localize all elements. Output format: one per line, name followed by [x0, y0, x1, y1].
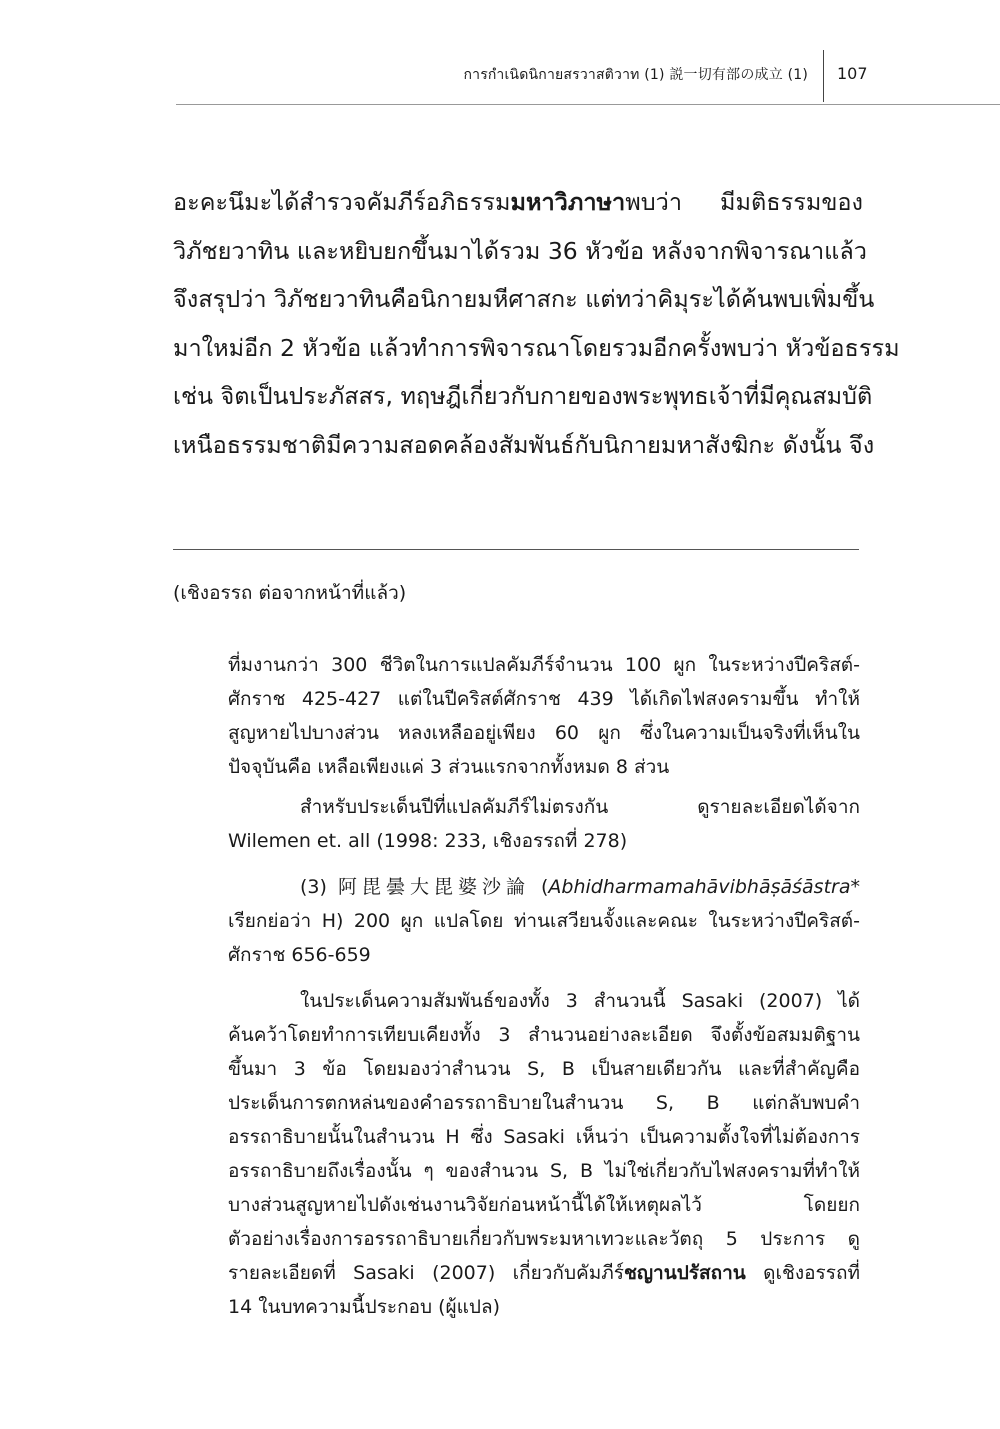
footnote-text-italic: Abhidharmamahāvibhāṣāśāstra*	[548, 876, 860, 898]
header-divider	[823, 50, 824, 102]
footnote-line: ศักราช 425-427 แต่ในปีคริสต์ศักราช 439 ได้เกิดไฟสงครามขึ้น ทำให้	[228, 688, 860, 710]
footnote-line: ค้นคว้าโดยทำการเทียบเคียงทั้ง 3 สำนวนอย่างละเอียด จึงตั้งข้อสมมติฐาน	[228, 1024, 860, 1046]
footnote-paragraph-3	[228, 870, 860, 972]
footnote-line: ในประเด็นความสัมพันธ์ของทั้ง 3 สำนวนนี้ Sasaki (2007) ได้	[300, 990, 860, 1012]
main-line: วิภัชยวาทิน และหยิบยกขึ้นมาได้รวม 36 หัวข้อ หลังจากพิจารณาแล้ว	[173, 236, 867, 265]
main-line: จึงสรุปว่า วิภัชยวาทินคือนิกายมหีศาสกะ แต่ทว่าคิมุระได้ค้นพบเพิ่มขึ้น	[173, 285, 875, 313]
footnote-paragraph-2	[228, 790, 860, 858]
footnote-line: ประเด็นการตกหล่นของคำอรรถาธิบายในสำนวน S, B แต่กลับพบคำ	[228, 1092, 860, 1114]
footnote-line	[228, 1256, 860, 1290]
footnote-line: เรียกย่อว่า H) 200 ผูก แปลโดย ท่านเสวียนจั้งและคณะ ในระหว่างปีคริสต์-	[228, 910, 860, 932]
page-number: 107	[837, 64, 868, 83]
footnote-text-run: ดูเชิงอรรถที่	[745, 1262, 860, 1284]
running-header	[0, 62, 1000, 92]
footnote-text-run: (3) 阿毘曇大毘婆沙論 (	[300, 876, 549, 898]
footnote-line: ศักราช 656-659	[228, 944, 371, 966]
running-title: การกำเนิดนิกายสรวาสติวาท (1) 説一切有部の成立 (1)	[463, 67, 808, 83]
footnote-line: ปัจจุบันคือ เหลือเพียงแค่ 3 ส่วนแรกจากทั้งหมด 8 ส่วน	[228, 756, 670, 778]
footnote-paragraph-4	[228, 984, 860, 1324]
main-text-run: พบว่า มีมติธรรมของ	[625, 188, 863, 216]
footnote-rule	[173, 549, 859, 550]
footnote-text-bold: ชญานปรัสถาน	[623, 1262, 746, 1284]
header-rule	[176, 104, 1000, 105]
main-text-bold: มหาวิภาษา	[510, 188, 626, 216]
footnote-line: Wilemen et. all (1998: 233, เชิงอรรถที่ 278)	[228, 830, 628, 852]
main-paragraph	[173, 178, 900, 469]
footnote-line: อรรถาธิบายถึงเรื่องนั้น ๆ ของสำนวน S, B ไม่ใช่เกี่ยวกับไฟสงครามที่ทำให้	[228, 1160, 860, 1182]
footnote-line: บางส่วนสูญหายไปดังเช่นงานวิจัยก่อนหน้านี้ได้ให้เหตุผลไว้ โดยยก	[228, 1194, 860, 1216]
main-line: มาใหม่อีก 2 หัวข้อ แล้วทำการพิจารณาโดยรวมอีกครั้งพบว่า หัวข้อธรรม	[173, 333, 900, 362]
footnote-line: ตัวอย่างเรื่องการอรรถาธิบายเกี่ยวกับพระมหาเทวะและวัตถุ 5 ประการ ดู	[228, 1228, 860, 1250]
footnote-line: อรรถาธิบายนั้นในสำนวน H ซึ่ง Sasaki เห็นว่า เป็นความตั้งใจที่ไม่ต้องการ	[228, 1126, 860, 1148]
footnote-line	[228, 870, 860, 904]
main-line	[173, 178, 863, 227]
main-text-run: อะคะนึมะได้สำรวจคัมภีร์อภิธรรม	[173, 188, 511, 216]
footnote-line: สูญหายไปบางส่วน หลงเหลืออยู่เพียง 60 ผูก ซึ่งในความเป็นจริงที่เห็นใน	[228, 722, 860, 744]
footnote-paragraph-1	[228, 648, 860, 784]
footnote-line: ขึ้นมา 3 ข้อ โดยมองว่าสำนวน S, B เป็นสายเดียวกัน และที่สำคัญคือ	[228, 1058, 860, 1080]
main-line: เช่น จิตเป็นประภัสสร, ทฤษฎีเกี่ยวกับกายของพระพุทธเจ้าที่มีคุณสมบัติ	[173, 382, 873, 410]
footnote-text-run: รายละเอียดที่ Sasaki (2007) เกี่ยวกับคัมภีร์	[228, 1262, 624, 1284]
footnote-line: สำหรับประเด็นปีที่แปลคัมภีร์ไม่ตรงกัน ดูรายละเอียดได้จาก	[300, 796, 860, 818]
main-line: เหนือธรรมชาติมีความสอดคล้องสัมพันธ์กับนิกายมหาสังฆิกะ ดังนั้น จึง	[173, 430, 875, 459]
footnote-line: 14 ในบทความนี้ประกอบ (ผู้แปล)	[228, 1296, 501, 1318]
footnote-line: ที่มงานกว่า 300 ชีวิตในการแปลคัมภีร์จำนวน 100 ผูก ในระหว่างปีคริสต์-	[228, 654, 860, 676]
footnote-continued-label: (เชิงอรรถ ต่อจากหน้าที่แล้ว)	[173, 582, 407, 604]
